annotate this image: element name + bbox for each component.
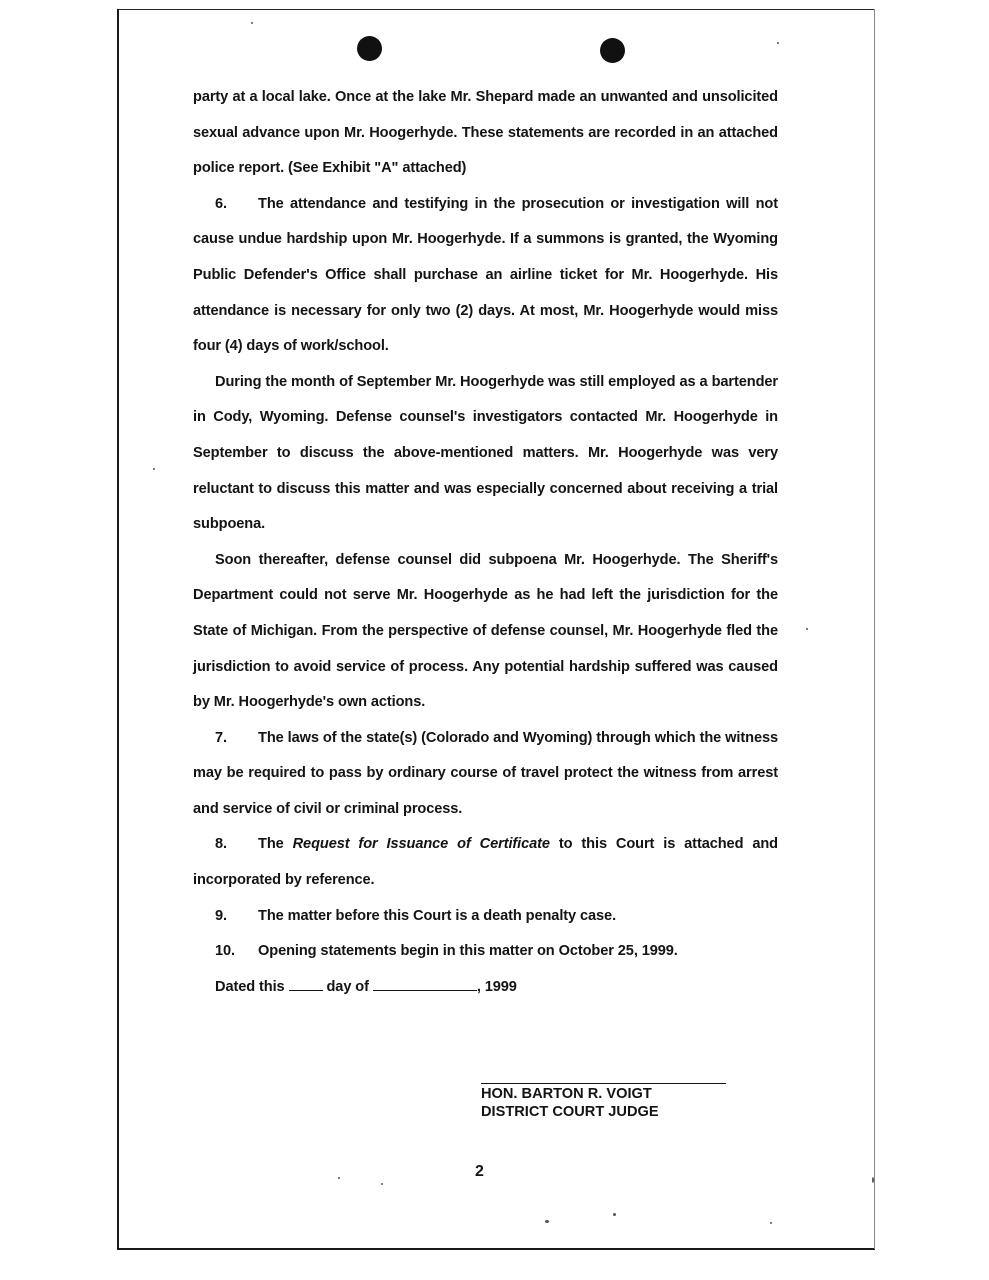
scan-speck: [338, 1177, 340, 1179]
item-10: [193, 934, 778, 970]
item-6-text: The attendance and testifying in the prosecution or investigation will not cause undue hardship upon Mr. Hoogerhyde. If a summons is granted, the Wyoming Public Defender's Office shall purchase an airline ticket for Mr. Hoogerhyde. His attendance is necessary for only two (2) days. At most, Mr. Hoogerhyde would miss four (4) days of work/school.: [193, 195, 778, 355]
judge-title: DISTRICT COURT JUDGE: [481, 1103, 659, 1120]
scan-speck: [806, 628, 808, 630]
scan-speck: [613, 1213, 616, 1216]
scan-speck: [770, 1222, 772, 1224]
item-8-document-title: Request for Issuance of Certificate: [292, 836, 550, 853]
judge-name: HON. BARTON R. VOIGT: [481, 1086, 652, 1102]
page-border-top: [117, 9, 875, 10]
item-9-text: The matter before this Court is a death penalty case.: [258, 907, 617, 924]
item-6: [193, 187, 778, 365]
page-border-left: [117, 9, 119, 1249]
dated-middle: day of: [326, 978, 369, 995]
item-8-text-after: to this Court is attached and incorporated by reference.: [193, 836, 778, 889]
scan-speck: [777, 42, 779, 44]
dated-prefix: Dated this: [215, 978, 285, 995]
item-8-number: 8.: [215, 836, 227, 853]
scan-speck: [545, 1220, 549, 1223]
dated-suffix: , 1999: [476, 978, 517, 995]
page-border-right: [874, 9, 875, 1249]
signature-line: [481, 1083, 726, 1084]
paragraph-subpoena: Soon thereafter, defense counsel did subpoena Mr. Hoogerhyde. The Sheriff's Department could not serve Mr. Hoogerhyde as he had left the jurisdiction for the State of Michigan. From the perspective of defense counsel, Mr. Hoogerhyde fled the jurisdiction to avoid service of process. Any potential hardship suffered was caused by Mr. Hoogerhyde's own actions.: [193, 551, 778, 711]
item-6-number: 6.: [215, 195, 227, 212]
item-7: [193, 721, 778, 828]
item-7-number: 7.: [215, 729, 227, 746]
page-border-bottom: [117, 1248, 875, 1250]
item-10-text: Opening statements begin in this matter on October 25, 1999.: [258, 943, 678, 960]
document-body: [193, 80, 778, 1005]
item-8-text-before: The: [258, 836, 284, 853]
scan-speck: [251, 22, 253, 24]
scan-speck: [153, 468, 155, 470]
final-items: [193, 899, 778, 1006]
paragraph-intro: party at a local lake. Once at the lake Mr. Shepard made an unwanted and unsolicited sexual advance upon Mr. Hoogerhyde. These statements are recorded in an attached police report. (See Exhibit "A" attached): [193, 89, 778, 177]
item-7-text: The laws of the state(s) (Colorado and Wyoming) through which the witness may be required to pass by ordinary course of travel protect the witness from arrest and service of civil or criminal process.: [193, 729, 778, 817]
scan-speck: [381, 1183, 383, 1185]
page-number: 2: [475, 1163, 484, 1180]
scan-speck: [872, 1177, 874, 1183]
day-blank: [289, 976, 323, 991]
item-8: [193, 827, 778, 898]
month-blank: [373, 976, 477, 991]
item-9: [193, 899, 778, 935]
paragraph-september: During the month of September Mr. Hoogerhyde was still employed as a bartender in Cody, Wyoming. Defense counsel's investigators contacted Mr. Hoogerhyde in September to discuss the above-mentioned matters. Mr. Hoogerhyde was very reluctant to discuss this matter and was especially concerned about receiving a trial subpoena.: [193, 373, 778, 533]
hole-punch-left: [357, 36, 382, 61]
hole-punch-right: [600, 38, 625, 63]
item-10-number: 10.: [215, 943, 235, 960]
item-9-number: 9.: [215, 907, 227, 924]
dated-line: [193, 970, 778, 1006]
signature-block: [481, 1086, 659, 1121]
